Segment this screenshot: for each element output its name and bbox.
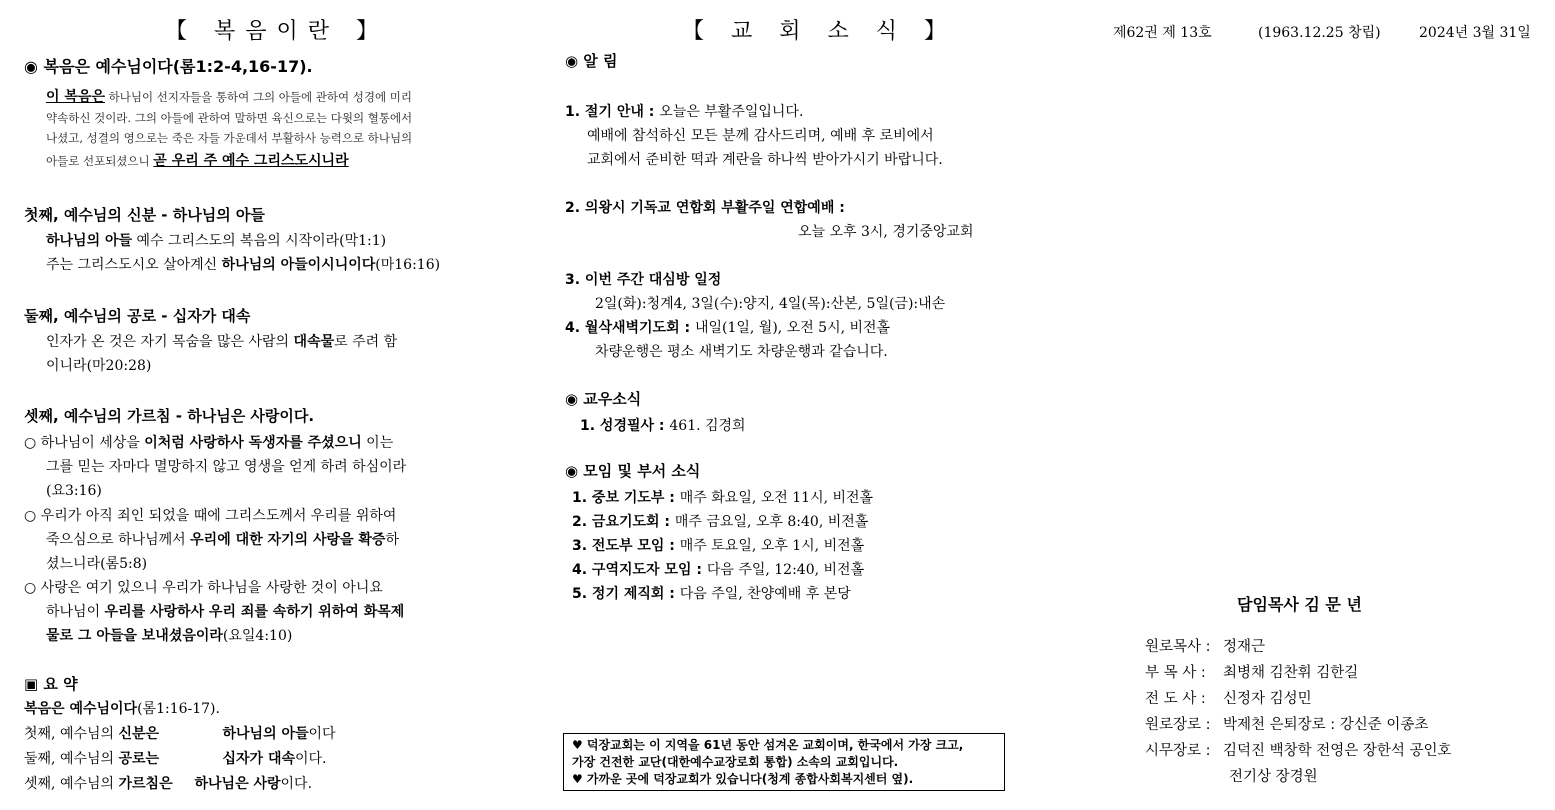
summary-key-3: 공로는: [118, 751, 160, 767]
s3-a-line-2: 그를 믿는 자마다 멸망하지 않고 영생을 얻게 하려 하심이라: [46, 459, 407, 475]
summary-heading: ▣ 요 약: [24, 675, 78, 693]
intro-lead: 이 복음은: [46, 89, 105, 105]
summary-text-4: 셋째, 예수님의: [24, 776, 119, 792]
church-info-line-1: ♥ 덕장교회는 이 지역을 61년 동안 섬겨온 교회이며, 한국에서 가장 크고,: [572, 738, 964, 752]
staff-row-evangelists: [1145, 687, 1312, 708]
meeting-4: [572, 559, 864, 579]
s2-text-1b: 로 주려 함: [334, 334, 398, 350]
intro-line-3: 나셨고, 성결의 영으로는 죽은 자들 가운데서 부활하사 능력으로 하나님의: [46, 131, 413, 145]
meeting-5-text: 다음 주일, 찬양예배 후 본당: [679, 586, 851, 602]
staff-value-1: 정재근: [1223, 639, 1266, 655]
meeting-3: [572, 535, 864, 555]
s3-a-tail: 이는: [361, 435, 394, 451]
intro-line-2: 약속하신 것이라. 그의 아들에 관하여 말하면 육신으로는 다윗의 혈통에서: [46, 111, 413, 125]
intro-heading: ◉ 복음은 예수님이다(롬1:2-4,16-17).: [24, 57, 313, 76]
member-news-label: 1. 성경필사 :: [580, 418, 670, 434]
staff-row-active-elders: [1145, 739, 1452, 760]
meeting-2-text: 매주 금요일, 오후 8:40, 비전홀: [674, 514, 869, 530]
summary-tail-2: 이다: [308, 726, 336, 742]
member-news-1: [580, 415, 746, 435]
notice-heading: ◉ 알 림: [565, 52, 618, 70]
s1-ref-2: (마16:16): [375, 257, 441, 273]
staff-label-4: 원로장로 :: [1145, 717, 1211, 733]
staff-label-3: 전 도 사 :: [1145, 691, 1206, 707]
notice-1-line-3: 교회에서 준비한 떡과 계란을 하나씩 받아가시기 바랍니다.: [587, 152, 943, 168]
s3-b-line-1: ○ 우리가 아직 죄인 되었을 때에 그리스도께서 우리를 위하여: [24, 508, 397, 524]
s2-text-1: 인자가 온 것은 자기 목숨을 많은 사람의: [46, 334, 294, 350]
notice-1-line-2: 예배에 참석하신 모든 분께 감사드리며, 예배 후 로비에서: [587, 128, 934, 144]
staff-row-elders: [1145, 713, 1428, 734]
summary-ref-1: (롬1:16-17).: [137, 701, 220, 717]
s3-c-ref: (요일4:10): [222, 628, 293, 644]
s3-b-text: 죽으심으로 하나님께서: [46, 532, 191, 548]
notice-4-line-2: 차량운행은 평소 새벽기도 차량운행과 같습니다.: [595, 344, 888, 360]
meeting-1: [572, 487, 873, 507]
s3-c-text: 하나님이: [46, 604, 105, 620]
staff-label-5: 시무장로 :: [1145, 743, 1211, 759]
s3-c-line-2: [46, 601, 404, 621]
notice-3-line-2: 2일(화):청계4, 3일(수):양지, 4일(목):산본, 5일(금):내손: [595, 296, 946, 312]
meeting-1-text: 매주 화요일, 오전 11시, 비전홀: [679, 490, 874, 506]
issue-date: 2024년 3월 31일: [1419, 25, 1531, 41]
summary-key-4: 가르침은: [118, 776, 173, 792]
intro-text-4: 아들로 선포되셨으니: [46, 154, 154, 168]
gospel-title: 【 복음이란 】: [165, 19, 388, 44]
staff-value-4: 박제천 은퇴장로 : 강신준 이종초: [1223, 717, 1429, 733]
notice-1-text: 오늘은 부활주일입니다.: [659, 104, 804, 120]
s2-bold-1: 대속물: [293, 334, 335, 350]
summary-key-2: 신분은: [118, 726, 160, 742]
intro-line-1: [46, 86, 412, 106]
meeting-4-label: 4. 구역지도자 모임 :: [572, 562, 707, 578]
staff-value-3: 신정자 김성민: [1223, 691, 1312, 707]
s3-b-tail: 하: [385, 532, 399, 548]
summary-line-3: [24, 748, 327, 768]
notice-2: 2. 의왕시 기독교 연합회 부활주일 연합예배 :: [565, 200, 845, 216]
notice-2-line-2: 오늘 오후 3시, 경기중앙교회: [798, 224, 974, 240]
s3-a-bold: 이처럼 사랑하사 독생자를 주셨으니: [144, 435, 362, 451]
meeting-1-label: 1. 중보 기도부 :: [572, 490, 680, 506]
intro-line-4: [46, 150, 349, 170]
section2-heading: 둘째, 예수님의 공로 - 십자가 대속: [24, 307, 251, 325]
summary-tail-4: 이다.: [280, 776, 313, 792]
church-info-line-2: 가장 건전한 교단(대한예수교장로회 통합) 소속의 교회입니다.: [572, 755, 899, 769]
member-news-heading: ◉ 교우소식: [565, 390, 642, 408]
summary-tail-3: 이다.: [295, 751, 327, 767]
s3-a-text: ○ 하나님이 세상을: [24, 435, 145, 451]
summary-bold-1: 복음은 예수님이다: [24, 701, 138, 717]
meeting-3-text: 매주 토요일, 오후 1시, 비전홀: [679, 538, 865, 554]
s3-c-line-1: ○ 사랑은 여기 있으니 우리가 하나님을 사랑한 것이 아니요: [24, 580, 383, 596]
senior-pastor: 담임목사 김 문 년: [1237, 595, 1362, 614]
notice-4-text: 내일(1일, 월), 오전 5시, 비전홀: [694, 320, 891, 336]
notice-3: 3. 이번 주간 대심방 일정: [565, 272, 722, 288]
meeting-3-label: 3. 전도부 모임 :: [572, 538, 680, 554]
news-title: 【 교 회 소 식 】: [682, 19, 956, 44]
intro-emphasis: 곧 우리 주 예수 그리스도시니라: [153, 153, 349, 169]
s3-b-bold: 우리에 대한 자기의 사랑을 확증: [190, 532, 386, 548]
staff-row-emeritus-pastor: [1145, 635, 1265, 656]
staff-label-1: 원로목사 :: [1145, 639, 1211, 655]
summary-bold-2: 하나님의 아들: [222, 726, 309, 742]
summary-line-1: [24, 698, 220, 718]
summary-bold-3: 십자가 대속: [222, 751, 295, 767]
meeting-2: [572, 511, 868, 531]
s1-bold-2: 하나님의 아들이시니이다: [221, 257, 376, 273]
staff-value-5: 김덕진 백창학 전영은 장한석 공인호: [1223, 743, 1452, 759]
church-info-box: [563, 733, 1005, 791]
founded-date: (1963.12.25 창립): [1258, 25, 1381, 41]
s3-a-line-3: (요3:16): [46, 483, 102, 499]
church-info-line-3: ♥ 가까운 곳에 덕장교회가 있습니다(청계 종합사회복지센터 옆).: [572, 772, 914, 786]
notice-4: [565, 317, 890, 337]
section2-line-1: [46, 331, 397, 351]
meetings-heading: ◉ 모임 및 부서 소식: [565, 462, 701, 480]
staff-label-2: 부 목 사 :: [1145, 665, 1206, 681]
s1-text-1: 예수 그리스도의 복음의 시작이라(막1:1): [132, 233, 387, 249]
summary-text-3: 둘째, 예수님의: [24, 751, 119, 767]
s3-c-bold-2: 물로 그 아들을 보내셨음이라: [46, 628, 223, 644]
notice-4-label: 4. 월삭새벽기도회 :: [565, 320, 695, 336]
staff-row-associate-pastors: [1145, 661, 1358, 682]
section3-heading: 셋째, 예수님의 가르침 - 하나님은 사랑이다.: [24, 407, 315, 425]
notice-1: [565, 101, 803, 121]
s3-c-line-3: [46, 625, 292, 645]
s3-b-line-3: 셨느니라(롬5:8): [46, 556, 148, 572]
staff-row-active-elders-cont: 전기상 장경원: [1229, 769, 1318, 785]
s3-c-bold: 우리를 사랑하사 우리 죄를 속하기 위하여 화목제: [104, 604, 405, 620]
notice-1-label: 1. 절기 안내 :: [565, 104, 660, 120]
volume-number: 제62권 제 13호: [1113, 25, 1212, 41]
intro-text-1: 하나님이 선지자들을 통하여 그의 아들에 관하여 성경에 미리: [104, 90, 412, 104]
summary-bold-4: 하나님은 사랑: [194, 776, 281, 792]
s1-bold-1: 하나님의 아들: [46, 233, 133, 249]
s1-text-2: 주는 그리스도시오 살아계신: [46, 257, 222, 273]
summary-line-4: [24, 773, 312, 793]
summary-line-2: [24, 723, 336, 743]
section1-heading: 첫째, 예수님의 신분 - 하나님의 아들: [24, 206, 265, 224]
s3-a-line-1: [24, 432, 393, 452]
summary-text-2: 첫째, 예수님의: [24, 726, 119, 742]
section1-line-2: [46, 254, 440, 274]
meeting-5: [572, 583, 851, 603]
staff-value-2: 최병채 김찬휘 김한길: [1223, 665, 1359, 681]
section1-line-1: [46, 230, 386, 250]
section2-line-2: 이니라(마20:28): [46, 358, 152, 374]
meeting-5-label: 5. 정기 제직회 :: [572, 586, 680, 602]
member-news-text: 461. 김경희: [669, 418, 746, 434]
meeting-4-text: 다음 주일, 12:40, 비전홀: [706, 562, 865, 578]
meeting-2-label: 2. 금요기도회 :: [572, 514, 675, 530]
s3-b-line-2: [46, 529, 399, 549]
